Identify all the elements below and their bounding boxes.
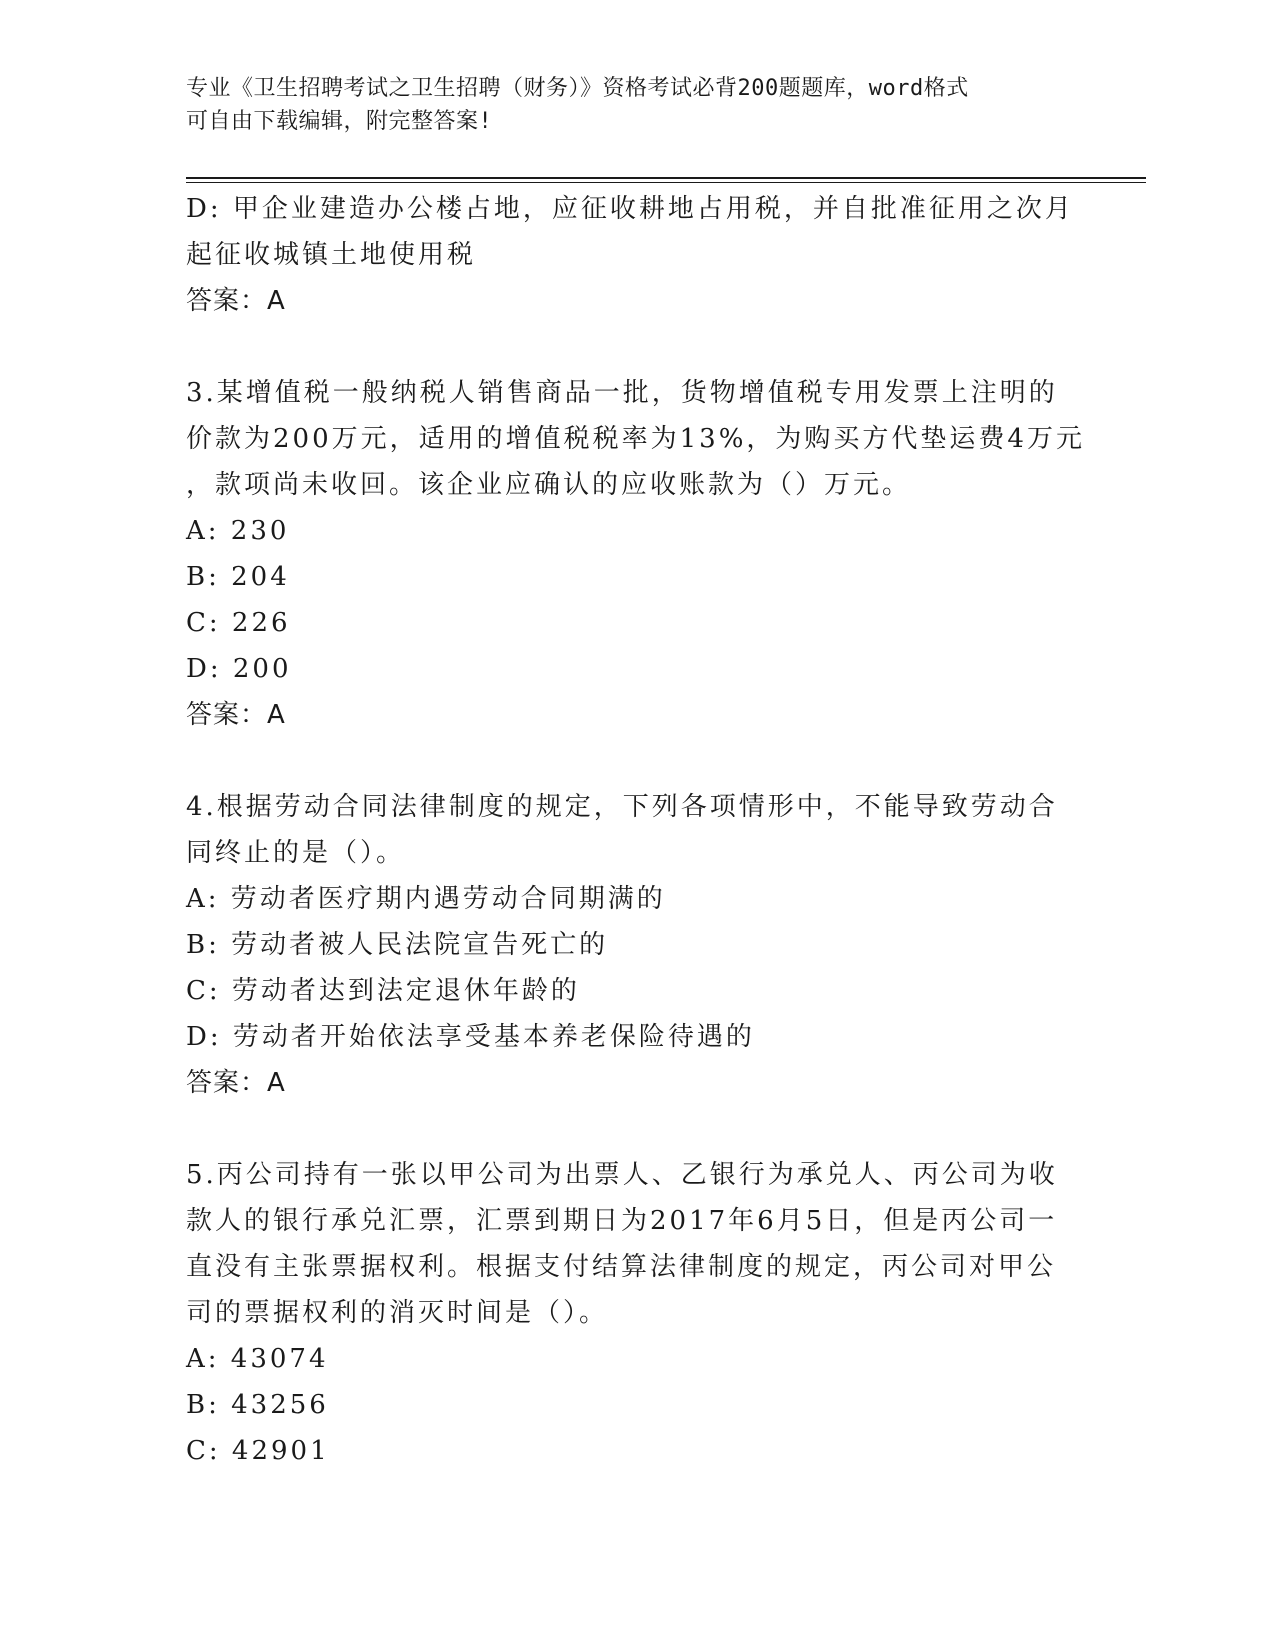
q3-option-d: D: 200 — [186, 654, 292, 684]
question-list — [186, 186, 1086, 1474]
spacer — [186, 1106, 1086, 1152]
header-title-line-1: 专业《卫生招聘考试之卫生招聘（财务）》资格考试必背200题题库，word格式 — [186, 76, 969, 101]
question-5 — [186, 1152, 1086, 1474]
question-4 — [186, 784, 1086, 1106]
q5-stem-line-3: 直没有主张票据权利。根据支付结算法律制度的规定，丙公司对甲公 — [186, 1252, 1057, 1282]
q4-option-c: C: 劳动者达到法定退休年龄的 — [186, 976, 580, 1006]
header-title-line-2: 可自由下载编辑，附完整答案! — [186, 109, 493, 134]
q3-stem-line-1: 3.某增值税一般纳税人销售商品一批，货物增值税专用发票上注明的 — [186, 378, 1058, 408]
q4-answer: 答案：A — [186, 1068, 286, 1098]
header-divider-thick — [186, 177, 1146, 179]
q4-stem-line-2: 同终止的是（）。 — [186, 838, 406, 868]
q3-stem-line-2: 价款为200万元，适用的增值税税率为13%，为购买方代垫运费4万元 — [186, 424, 1085, 454]
q2-option-d-line-1: D: 甲企业建造办公楼占地，应征收耕地占用税，并自批准征用之次月 — [186, 194, 1074, 224]
spacer — [186, 324, 1086, 370]
q3-option-b: B: 204 — [186, 562, 290, 592]
q5-option-c: C: 42901 — [186, 1436, 330, 1466]
q5-stem-line-4: 司的票据权利的消灭时间是（）。 — [186, 1298, 609, 1328]
q2-option-d-line-2: 起征收城镇土地使用税 — [186, 240, 477, 270]
q3-stem-line-3: ，款项尚未收回。该企业应确认的应收账款为（）万元。 — [186, 470, 912, 500]
q4-option-a: A: 劳动者医疗期内遇劳动合同期满的 — [186, 884, 666, 914]
q4-option-d: D: 劳动者开始依法享受基本养老保险待遇的 — [186, 1022, 755, 1052]
q3-answer: 答案：A — [186, 700, 286, 730]
q3-option-a: A: 230 — [186, 516, 290, 546]
header-divider-thin — [186, 182, 1146, 183]
q5-option-b: B: 43256 — [186, 1390, 329, 1420]
document-header — [186, 72, 1066, 138]
q5-option-a: A: 43074 — [186, 1344, 329, 1374]
q4-stem-line-1: 4.根据劳动合同法律制度的规定，下列各项情形中，不能导致劳动合 — [186, 792, 1058, 822]
q5-stem-line-2: 款人的银行承兑汇票，汇票到期日为2017年6月5日，但是丙公司一 — [186, 1206, 1058, 1236]
question-2-tail — [186, 186, 1086, 324]
q2-answer: 答案：A — [186, 286, 286, 316]
question-3 — [186, 370, 1086, 738]
q5-stem-line-1: 5.丙公司持有一张以甲公司为出票人、乙银行为承兑人、丙公司为收 — [186, 1160, 1058, 1190]
q3-option-c: C: 226 — [186, 608, 291, 638]
spacer — [186, 738, 1086, 784]
q4-option-b: B: 劳动者被人民法院宣告死亡的 — [186, 930, 609, 960]
